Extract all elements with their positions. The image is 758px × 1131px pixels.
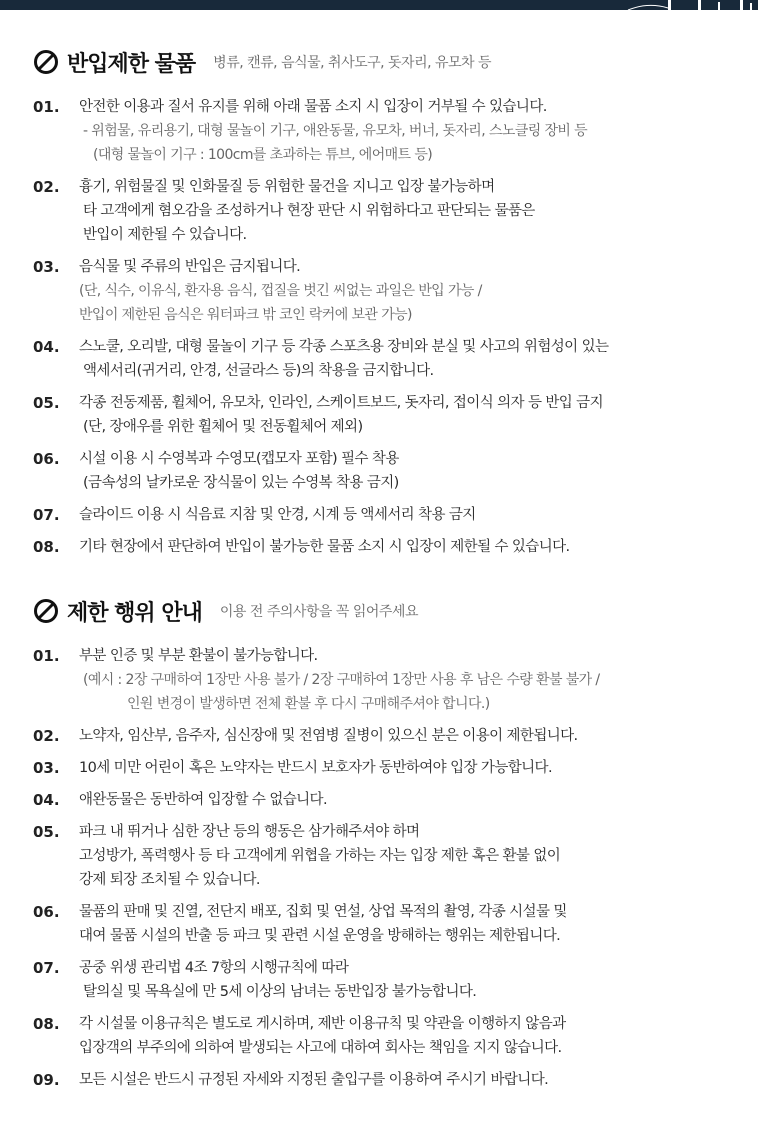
item-text: 노약자, 임산부, 음주자, 심신장애 및 전염병 질병이 있으신 분은 이용이 제한됩니다. [79, 728, 578, 744]
item-number: 04. [33, 791, 60, 809]
item-text: (단, 식수, 이유식, 환자용 음식, 껍질을 벗긴 씨없는 과일은 반입 가능 / [79, 283, 482, 299]
restricted-items-section [33, 45, 733, 567]
item-text: 스노쿨, 오리발, 대형 물놀이 기구 등 각종 스포츠용 장비와 분실 및 사고의 위험성이 있는 [79, 339, 609, 355]
section-header [33, 594, 733, 628]
item-text: (예시 : 2장 구매하여 1장만 사용 불가 / 2장 구매하여 1장만 사용 후 남은 수량 환불 불가 / [83, 672, 600, 688]
restricted-behavior-list [33, 644, 733, 1092]
item-text: - 위험물, 유리용기, 대형 물놀이 기구, 애완동물, 유모차, 버너, 돗자리, 스노클링 장비 등 [83, 123, 588, 139]
list-item [33, 175, 733, 247]
item-number: 07. [33, 959, 60, 977]
item-text: 타 고객에게 혐오감을 조성하거나 현장 판단 시 위험하다고 판단되는 물품은 [83, 203, 535, 219]
item-number: 05. [33, 823, 60, 841]
item-number: 06. [33, 903, 60, 921]
list-item [33, 956, 733, 1004]
list-item [33, 447, 733, 495]
list-item [33, 756, 733, 780]
item-text: 물품의 판매 및 진열, 전단지 배포, 집회 및 연설, 상업 목적의 촬영, 각종 시설물 및 [79, 904, 567, 920]
item-text: 애완동물은 동반하여 입장할 수 없습니다. [79, 792, 327, 808]
list-item [33, 788, 733, 812]
section-title: 반입제한 물품 [67, 51, 196, 77]
list-item [33, 391, 733, 439]
list-item [33, 900, 733, 948]
item-text: 기타 현장에서 판단하여 반입이 불가능한 물품 소지 시 입장이 제한될 수 있습니다. [79, 539, 570, 555]
item-text: 강제 퇴장 조치될 수 있습니다. [79, 872, 260, 888]
item-number: 03. [33, 258, 60, 276]
item-text: 각종 전동제품, 휠체어, 유모차, 인라인, 스케이트보드, 돗자리, 접이식 의자 등 반입 금지 [79, 395, 603, 411]
section-subtitle: 병류, 캔류, 음식물, 취사도구, 돗자리, 유모차 등 [213, 55, 492, 71]
item-text: 공중 위생 관리법 4조 7항의 시행규칙에 따라 [79, 960, 349, 976]
item-number: 09. [33, 1071, 60, 1089]
item-text: 슬라이드 이용 시 식음료 지참 및 안경, 시계 등 액세서리 착용 금지 [79, 507, 476, 523]
item-text: 10세 미만 어린이 혹은 노약자는 반드시 보호자가 동반하여야 입장 가능합니다. [79, 760, 552, 776]
list-item [33, 644, 733, 716]
item-text: 인원 변경이 발생하면 전체 환불 후 다시 구매해주셔야 합니다.) [127, 696, 490, 712]
list-item [33, 1012, 733, 1060]
top-banner-strip [0, 0, 758, 10]
section-header [33, 45, 733, 79]
item-number: 01. [33, 647, 60, 665]
item-text: 각 시설물 이용규칙은 별도로 게시하며, 제반 이용규칙 및 약관을 이행하지 않음과 [79, 1016, 566, 1032]
item-text: 반입이 제한된 음식은 워터파크 밖 코인 락커에 보관 가능) [79, 307, 412, 323]
item-text: (단, 장애우를 위한 휠체어 및 전동휠체어 제외) [83, 419, 363, 435]
item-text: 탈의실 및 목욕실에 만 5세 이상의 남녀는 동반입장 불가능합니다. [83, 984, 477, 1000]
item-number: 02. [33, 727, 60, 745]
item-text: 음식물 및 주류의 반입은 금지됩니다. [79, 259, 301, 275]
list-item [33, 335, 733, 383]
prohibited-icon [33, 49, 59, 75]
item-text: (대형 물놀이 기구 : 100cm를 초과하는 튜브, 에어매트 등) [93, 147, 433, 163]
item-text: 흉기, 위험물질 및 인화물질 등 위험한 물건을 지니고 입장 불가능하며 [79, 179, 495, 195]
list-item [33, 95, 733, 167]
item-text: 파크 내 뛰거나 심한 장난 등의 행동은 삼가해주셔야 하며 [79, 824, 420, 840]
list-item [33, 1068, 733, 1092]
item-text: 시설 이용 시 수영복과 수영모(캡모자 포함) 필수 착용 [79, 451, 399, 467]
item-text: 고성방가, 폭력행사 등 타 고객에게 위협을 가하는 자는 입장 제한 혹은 환불 없이 [79, 848, 561, 864]
prohibited-icon [33, 598, 59, 624]
list-item [33, 255, 733, 327]
item-number: 05. [33, 394, 60, 412]
item-number: 03. [33, 759, 60, 777]
section-subtitle: 이용 전 주의사항을 꼭 읽어주세요 [219, 604, 418, 620]
item-text: 안전한 이용과 질서 유지를 위해 아래 물품 소지 시 입장이 거부될 수 있습니다. [79, 99, 547, 115]
section-title: 제한 행위 안내 [67, 600, 202, 626]
restricted-items-list [33, 95, 733, 559]
item-number: 06. [33, 450, 60, 468]
item-number: 04. [33, 338, 60, 356]
item-number: 08. [33, 1015, 60, 1033]
item-text: 반입이 제한될 수 있습니다. [83, 227, 247, 243]
item-number: 02. [33, 178, 60, 196]
restricted-behavior-section [33, 594, 733, 1100]
item-text: (금속성의 날카로운 장식물이 있는 수영복 착용 금지) [83, 475, 399, 491]
item-text: 입장객의 부주의에 의하여 발생되는 사고에 대하여 회사는 책임을 지지 않습니다. [79, 1040, 562, 1056]
item-text: 액세서리(귀거리, 안경, 선글라스 등)의 착용을 금지합니다. [83, 363, 434, 379]
list-item [33, 535, 733, 559]
list-item [33, 503, 733, 527]
list-item [33, 724, 733, 748]
item-text: 대여 물품 시설의 반출 등 파크 및 관련 시설 운영을 방해하는 행위는 제한됩니다. [79, 928, 561, 944]
item-number: 08. [33, 538, 60, 556]
item-number: 01. [33, 98, 60, 116]
tree-silhouette-icon [568, 0, 758, 10]
item-number: 07. [33, 506, 60, 524]
list-item [33, 820, 733, 892]
item-text: 모든 시설은 반드시 규정된 자세와 지정된 출입구를 이용하여 주시기 바랍니다. [79, 1072, 549, 1088]
item-text: 부분 인증 및 부분 환불이 불가능합니다. [79, 648, 318, 664]
